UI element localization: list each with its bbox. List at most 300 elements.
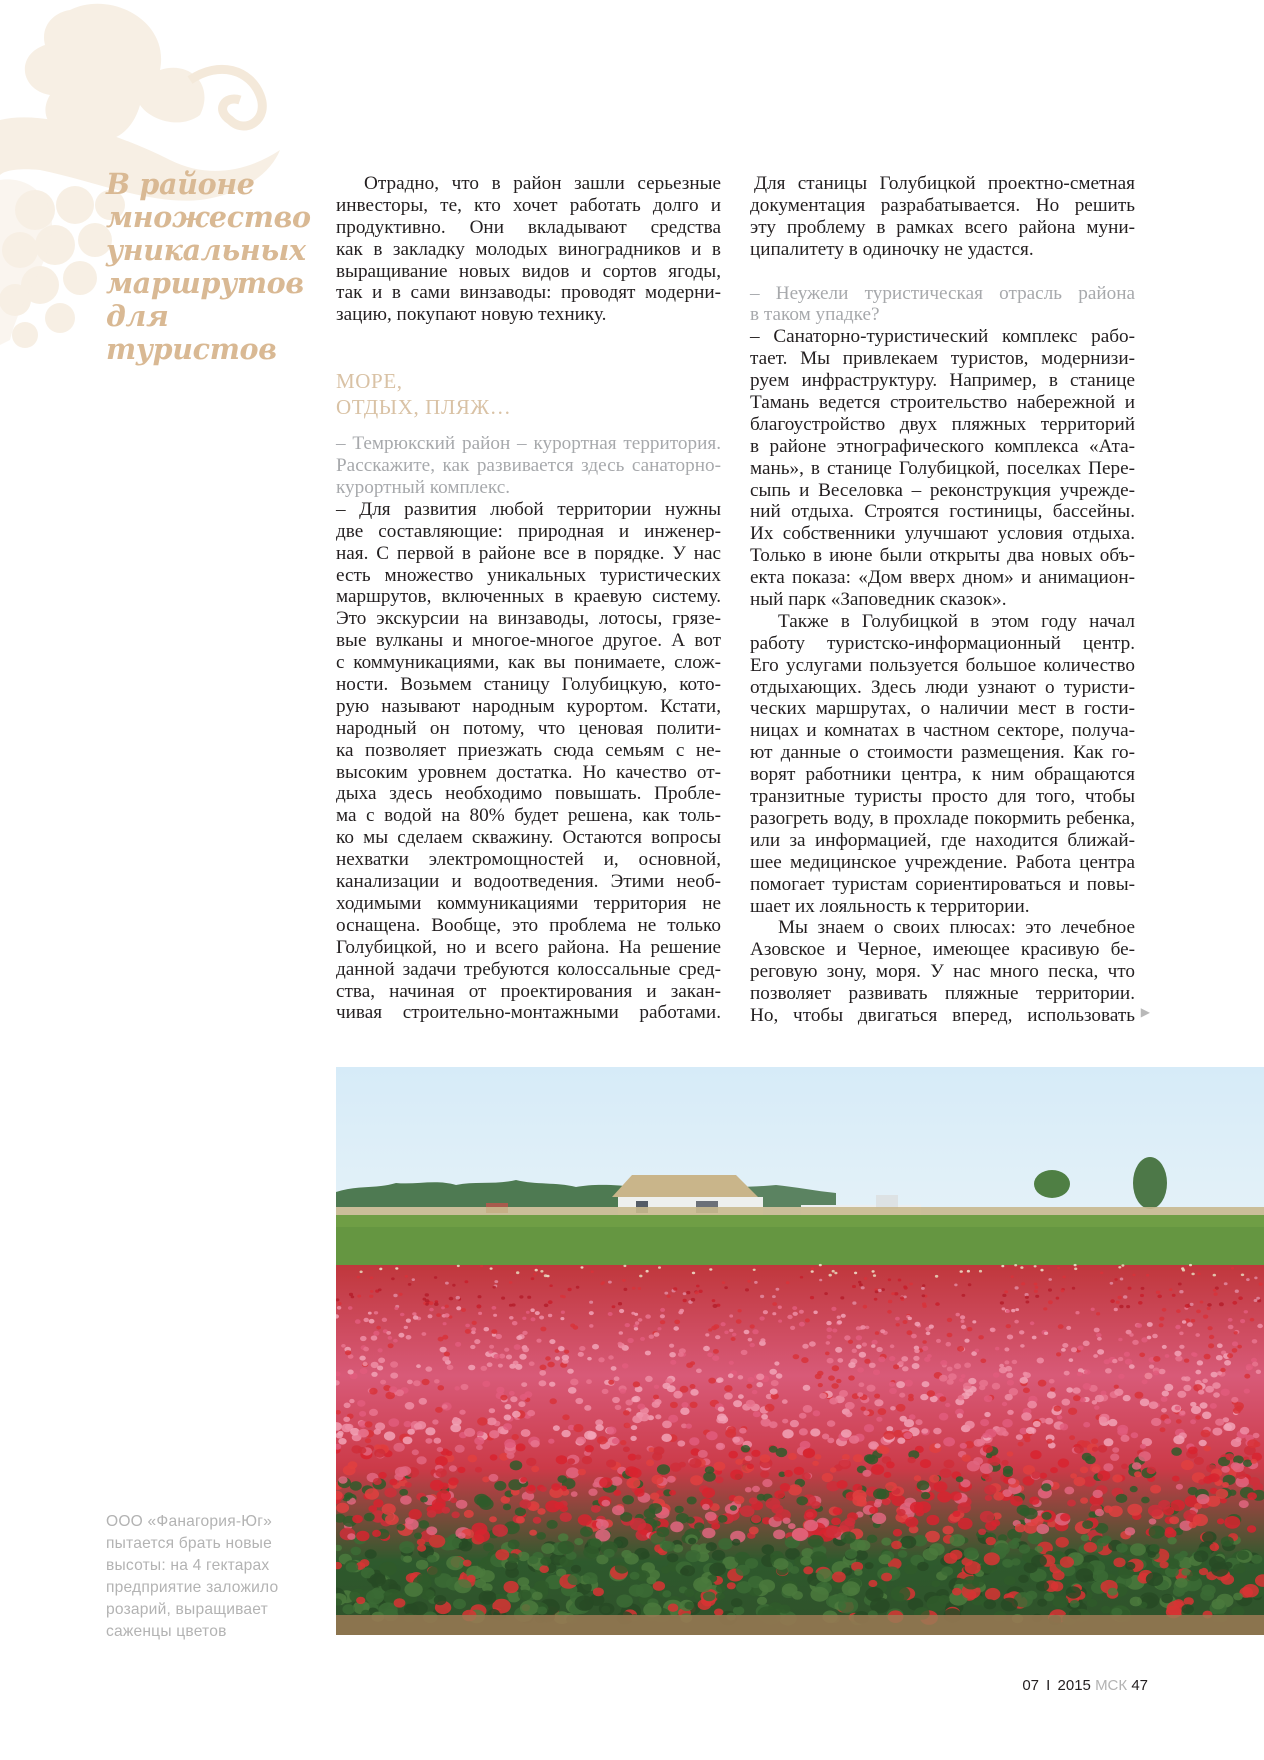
rose-blossom: [801, 1357, 808, 1363]
rose-blossom: [1041, 1483, 1051, 1491]
rose-blossom: [414, 1533, 422, 1539]
rose-blossom: [1118, 1266, 1121, 1268]
rose-blossom: [1251, 1555, 1262, 1564]
rose-blossom: [1179, 1332, 1183, 1336]
rose-blossom: [857, 1540, 871, 1551]
rose-blossom: [714, 1609, 723, 1616]
rose-blossom: [1149, 1544, 1159, 1552]
rose-blossom: [1149, 1401, 1159, 1409]
text-line: так и в сами винзаводы: проводят модерни-: [336, 282, 721, 304]
rose-blossom: [616, 1595, 633, 1608]
rose-blossom: [985, 1477, 992, 1482]
rose-blossom: [531, 1466, 539, 1472]
separator: I: [1046, 1677, 1051, 1694]
rose-blossom: [1252, 1339, 1258, 1343]
rose-blossom: [844, 1335, 850, 1340]
rose-blossom: [630, 1518, 646, 1531]
rose-blossom: [564, 1350, 569, 1354]
rose-blossom: [921, 1492, 930, 1499]
text-line: ницах и комнатах в частном секторе, получа-: [750, 720, 1135, 742]
rose-blossom: [826, 1526, 842, 1538]
rose-blossom: [693, 1577, 712, 1592]
rose-blossom: [548, 1300, 553, 1304]
rose-blossom: [351, 1547, 362, 1556]
rose-blossom: [937, 1491, 951, 1502]
rose-blossom: [360, 1271, 363, 1274]
rose-blossom: [931, 1580, 940, 1587]
rose-blossom: [1202, 1379, 1208, 1383]
rose-blossom: [522, 1331, 527, 1335]
rose-blossom: [994, 1543, 1010, 1556]
rose-blossom: [1169, 1288, 1173, 1291]
rose-blossom: [1233, 1593, 1243, 1601]
rose-blossom: [576, 1437, 586, 1445]
rose-blossom: [421, 1589, 434, 1600]
rose-blossom: [1246, 1364, 1254, 1370]
rose-blossom: [612, 1505, 624, 1515]
rose-blossom: [1077, 1346, 1083, 1351]
rose-blossom: [958, 1518, 973, 1530]
rose-blossom: [399, 1293, 403, 1296]
rose-blossom: [1030, 1450, 1041, 1459]
rose-blossom: [1101, 1606, 1111, 1614]
rose-blossom: [1071, 1347, 1077, 1352]
rose-blossom: [550, 1398, 557, 1404]
rose-blossom: [827, 1358, 834, 1364]
rose-blossom: [561, 1311, 565, 1314]
rose-blossom: [1149, 1526, 1165, 1539]
rose-blossom: [959, 1378, 964, 1382]
rose-blossom: [380, 1380, 386, 1385]
rose-blossom: [539, 1565, 549, 1573]
rose-blossom: [1037, 1599, 1047, 1607]
rose-blossom: [428, 1314, 433, 1318]
rose-blossom: [506, 1355, 512, 1360]
rose-blossom: [776, 1288, 780, 1291]
rose-blossom: [529, 1361, 535, 1366]
rose-blossom: [376, 1326, 381, 1330]
rose-blossom: [1150, 1485, 1161, 1494]
rose-blossom: [1224, 1282, 1228, 1285]
rose-blossom: [839, 1390, 848, 1397]
rose-blossom: [803, 1566, 813, 1574]
rose-blossom: [750, 1343, 755, 1347]
rose-blossom: [1023, 1388, 1030, 1394]
rose-blossom: [1175, 1356, 1182, 1362]
rose-blossom: [405, 1482, 412, 1488]
rose-blossom: [773, 1530, 785, 1540]
rose-blossom: [922, 1294, 926, 1297]
rose-blossom: [878, 1408, 887, 1415]
rose-blossom: [1203, 1315, 1208, 1319]
rose-blossom: [404, 1582, 422, 1597]
rose-blossom: [909, 1283, 913, 1286]
rose-blossom: [1095, 1509, 1104, 1516]
rose-blossom: [1179, 1551, 1187, 1558]
rose-blossom: [696, 1285, 700, 1288]
rose-blossom: [1202, 1531, 1217, 1543]
rose-blossom: [631, 1397, 638, 1403]
rose-blossom: [929, 1475, 939, 1483]
rose-blossom: [886, 1426, 893, 1431]
rose-blossom: [811, 1267, 814, 1270]
rose-blossom: [1048, 1288, 1052, 1291]
rose-blossom: [1208, 1343, 1214, 1348]
rose-blossom: [516, 1516, 525, 1523]
rose-blossom: [1094, 1328, 1100, 1333]
rose-blossom: [478, 1295, 482, 1298]
rose-blossom: [774, 1361, 779, 1365]
rose-blossom: [848, 1362, 855, 1368]
rose-blossom: [650, 1493, 659, 1500]
rose-blossom: [591, 1270, 594, 1273]
text-line: Мы знаем о своих плюсах: это лечебное: [778, 917, 1135, 939]
rose-blossom: [667, 1385, 676, 1392]
rose-blossom: [1084, 1369, 1091, 1374]
rose-blossom: [1027, 1401, 1037, 1409]
rose-blossom: [562, 1355, 569, 1361]
rose-blossom: [1118, 1357, 1123, 1361]
rose-blossom: [724, 1331, 728, 1335]
rose-blossom: [1207, 1303, 1212, 1307]
rose-blossom: [1054, 1406, 1062, 1412]
rose-blossom: [1200, 1402, 1208, 1408]
rose-blossom: [879, 1554, 892, 1564]
rose-blossom: [357, 1400, 365, 1407]
rose-blossom: [670, 1402, 678, 1408]
rose-blossom: [717, 1414, 727, 1422]
rose-blossom: [841, 1429, 852, 1438]
rose-blossom: [979, 1270, 982, 1273]
text-line: с коммуникациями, как вы понимаете, слож-: [336, 652, 721, 674]
rose-blossom: [688, 1538, 696, 1545]
rose-blossom: [1244, 1374, 1250, 1379]
rose-blossom: [673, 1326, 679, 1330]
rose-blossom: [996, 1427, 1007, 1436]
rose-blossom: [378, 1472, 386, 1479]
rose-blossom: [983, 1445, 993, 1453]
rose-blossom: [1162, 1308, 1167, 1312]
rose-blossom: [459, 1410, 465, 1415]
rose-blossom: [1197, 1494, 1210, 1504]
rose-blossom: [1066, 1387, 1073, 1392]
rose-blossom: [1050, 1467, 1058, 1473]
rose-blossom: [661, 1434, 672, 1442]
rose-blossom: [950, 1491, 962, 1500]
rose-blossom: [378, 1288, 382, 1291]
rose-blossom: [1044, 1332, 1048, 1335]
rose-blossom: [365, 1438, 371, 1443]
rose-blossom: [769, 1421, 778, 1428]
rose-blossom: [940, 1360, 947, 1366]
rose-blossom: [582, 1456, 592, 1464]
rose-blossom: [482, 1381, 490, 1387]
rose-blossom: [857, 1367, 864, 1372]
rose-blossom: [1175, 1578, 1188, 1588]
rose-blossom: [435, 1456, 448, 1466]
rose-blossom: [1130, 1486, 1138, 1492]
rose-blossom: [412, 1449, 419, 1455]
rose-blossom: [724, 1385, 732, 1392]
rose-blossom: [631, 1425, 637, 1430]
rose-blossom: [520, 1394, 528, 1400]
rose-blossom: [1181, 1569, 1190, 1576]
rose-blossom: [632, 1415, 642, 1423]
rose-blossom: [917, 1562, 929, 1571]
rose-blossom: [1073, 1387, 1081, 1393]
rose-blossom: [885, 1482, 897, 1491]
rose-blossom: [658, 1327, 662, 1330]
rose-blossom: [904, 1419, 914, 1427]
text-line: чивая строительно-монтажными работами.: [336, 1002, 721, 1024]
rose-blossom: [1097, 1337, 1102, 1341]
rose-blossom: [945, 1403, 950, 1407]
rose-blossom: [1158, 1500, 1170, 1510]
rose-blossom: [1244, 1310, 1248, 1313]
rose-blossom: [1025, 1296, 1029, 1299]
rose-blossom: [512, 1321, 518, 1325]
rose-blossom: [629, 1585, 644, 1597]
rose-blossom: [1037, 1524, 1050, 1534]
text-line: ворят работники центра, к ним обращаются: [750, 764, 1135, 786]
rose-blossom: [456, 1296, 460, 1300]
rose-blossom: [398, 1333, 404, 1338]
rose-blossom: [929, 1325, 934, 1329]
rose-blossom: [630, 1436, 636, 1441]
rose-blossom: [558, 1541, 575, 1554]
rose-blossom: [1199, 1440, 1207, 1446]
rose-blossom: [1094, 1405, 1099, 1409]
rose-blossom: [729, 1314, 733, 1317]
rose-blossom: [417, 1573, 430, 1583]
rose-blossom: [1130, 1543, 1146, 1556]
text-line: Голубицкой, но и всего района. На решение: [336, 936, 721, 958]
rose-blossom: [794, 1467, 805, 1475]
rose-blossom: [1202, 1412, 1211, 1420]
text-line: ная. С первой в районе все в порядке. У нас: [336, 542, 721, 564]
rose-blossom: [382, 1318, 387, 1322]
rose-blossom: [1116, 1301, 1120, 1304]
rose-blossom: [664, 1292, 668, 1295]
rose-blossom: [878, 1357, 885, 1363]
rose-blossom: [1034, 1290, 1038, 1293]
rose-blossom: [1149, 1365, 1154, 1369]
rose-blossom: [1004, 1576, 1016, 1586]
rose-blossom: [1254, 1299, 1258, 1302]
rose-blossom: [938, 1595, 950, 1604]
rose-blossom: [554, 1502, 564, 1510]
rose-blossom: [756, 1382, 763, 1387]
rose-blossom: [657, 1464, 670, 1475]
rose-blossom: [464, 1510, 474, 1518]
rose-blossom: [649, 1335, 654, 1339]
rose-blossom: [1007, 1410, 1014, 1415]
rose-blossom: [735, 1459, 743, 1465]
rose-blossom: [829, 1274, 832, 1277]
rose-blossom: [1128, 1287, 1132, 1290]
rose-blossom: [1207, 1307, 1211, 1310]
rose-blossom: [444, 1352, 450, 1357]
rose-blossom: [864, 1277, 867, 1280]
rose-blossom: [440, 1347, 447, 1353]
rose-blossom: [612, 1397, 620, 1403]
rose-blossom: [369, 1409, 378, 1416]
rose-blossom: [876, 1417, 882, 1422]
rose-blossom: [826, 1327, 832, 1332]
text-line: Тамань ведется строительство набережной и: [750, 392, 1135, 414]
rose-blossom: [1162, 1345, 1167, 1349]
rose-blossom: [852, 1301, 856, 1304]
rose-blossom: [905, 1517, 918, 1528]
rose-blossom: [389, 1479, 397, 1486]
rose-blossom: [399, 1541, 415, 1553]
text-line: Также в Голубицкой в этом году начал: [778, 610, 1135, 632]
rose-blossom: [718, 1515, 728, 1523]
rose-blossom: [584, 1405, 591, 1411]
rose-blossom: [539, 1316, 544, 1320]
rose-blossom: [1015, 1308, 1019, 1311]
rose-blossom: [935, 1275, 938, 1278]
rose-blossom: [685, 1550, 700, 1562]
rose-blossom: [751, 1450, 760, 1457]
rose-blossom: [365, 1549, 377, 1559]
rose-blossom: [728, 1373, 734, 1378]
rose-blossom: [1231, 1439, 1242, 1447]
rose-blossom: [813, 1410, 821, 1416]
rose-blossom: [417, 1456, 427, 1464]
rose-blossom: [589, 1311, 594, 1315]
text-line: ний отдыха. Строятся гостиницы, бассейны.: [750, 501, 1135, 523]
rose-blossom: [526, 1458, 536, 1466]
rose-blossom: [960, 1443, 967, 1449]
rose-blossom: [588, 1489, 597, 1496]
rose-blossom: [1194, 1503, 1202, 1509]
rose-blossom: [760, 1338, 765, 1342]
rose-blossom: [1201, 1430, 1211, 1438]
rose-blossom: [1198, 1390, 1204, 1395]
rose-blossom: [1251, 1459, 1257, 1464]
rose-blossom: [753, 1411, 761, 1417]
rose-blossom: [1108, 1506, 1122, 1517]
rose-blossom: [667, 1553, 679, 1562]
rose-blossom: [1064, 1487, 1074, 1495]
rose-blossom: [891, 1292, 895, 1295]
rose-blossom: [1001, 1265, 1004, 1267]
rose-blossom: [1194, 1550, 1209, 1562]
rose-blossom: [749, 1497, 758, 1504]
rose-blossom: [1152, 1334, 1158, 1339]
rose-blossom: [1217, 1518, 1224, 1524]
rose-blossom: [674, 1320, 680, 1325]
rose-blossom: [853, 1454, 863, 1462]
rose-blossom: [468, 1455, 478, 1463]
rose-blossom: [408, 1283, 412, 1286]
rose-blossom: [343, 1465, 356, 1475]
rose-blossom: [811, 1501, 821, 1509]
rose-blossom: [1191, 1406, 1201, 1414]
rose-blossom: [1217, 1343, 1223, 1348]
rose-blossom: [571, 1565, 581, 1573]
rose-blossom: [1210, 1403, 1217, 1409]
rose-blossom: [1121, 1464, 1128, 1470]
rose-blossom: [1126, 1305, 1130, 1308]
rose-blossom: [800, 1276, 803, 1279]
rose-blossom: [489, 1345, 494, 1349]
rose-blossom: [374, 1311, 378, 1314]
rose-blossom: [370, 1573, 386, 1586]
rose-blossom: [904, 1380, 913, 1387]
rose-blossom: [358, 1429, 369, 1438]
rose-blossom: [1176, 1325, 1181, 1329]
rose-blossom: [832, 1572, 846, 1583]
rose-blossom: [990, 1328, 996, 1333]
rose-blossom: [434, 1438, 442, 1444]
rose-blossom: [786, 1281, 790, 1284]
rose-blossom: [706, 1431, 718, 1440]
rose-blossom: [1171, 1447, 1182, 1456]
rose-blossom: [833, 1507, 843, 1515]
rose-blossom: [845, 1549, 857, 1559]
rose-blossom: [568, 1387, 577, 1394]
rose-blossom: [1077, 1372, 1083, 1376]
text-line: Но, чтобы двигаться вперед, использовать: [750, 1004, 1135, 1026]
rose-blossom: [520, 1600, 539, 1615]
rose-blossom: [881, 1538, 891, 1546]
rose-blossom: [822, 1473, 833, 1482]
rose-blossom: [690, 1389, 698, 1396]
rose-blossom: [532, 1592, 543, 1601]
rose-blossom: [614, 1376, 620, 1381]
rose-blossom: [412, 1278, 415, 1281]
rose-blossom: [503, 1504, 511, 1511]
rose-blossom: [1048, 1300, 1053, 1304]
rose-blossom: [1097, 1538, 1108, 1547]
rose-blossom: [715, 1335, 720, 1339]
rose-blossom: [884, 1472, 892, 1478]
rose-blossom: [533, 1517, 542, 1524]
rose-blossom: [724, 1286, 728, 1289]
text-line: в районе этнографического комплекса «Ата-: [750, 435, 1135, 457]
rose-blossom: [957, 1502, 971, 1513]
rose-blossom: [825, 1352, 830, 1356]
rose-blossom: [567, 1458, 575, 1464]
rose-blossom: [1172, 1294, 1176, 1297]
rose-blossom: [450, 1498, 457, 1504]
rose-blossom: [706, 1542, 717, 1551]
rose-blossom: [1110, 1454, 1119, 1461]
rose-blossom: [1085, 1456, 1096, 1465]
rose-blossom: [721, 1322, 726, 1326]
rose-blossom: [1125, 1359, 1133, 1365]
rose-blossom: [1183, 1385, 1191, 1391]
rose-blossom: [873, 1488, 887, 1499]
rose-blossom: [690, 1475, 703, 1485]
rose-blossom: [1014, 1320, 1019, 1324]
rose-blossom: [386, 1331, 391, 1335]
rose-blossom: [494, 1354, 501, 1359]
rose-blossom: [776, 1448, 788, 1457]
rose-blossom: [646, 1270, 649, 1273]
rose-blossom: [1110, 1299, 1115, 1303]
rose-blossom: [1181, 1376, 1187, 1380]
rose-blossom: [980, 1511, 995, 1523]
rose-blossom: [772, 1295, 776, 1298]
rose-blossom: [686, 1424, 692, 1429]
rose-blossom: [611, 1366, 617, 1371]
rose-blossom: [526, 1311, 530, 1314]
rose-blossom: [869, 1363, 876, 1368]
rose-blossom: [898, 1550, 908, 1558]
